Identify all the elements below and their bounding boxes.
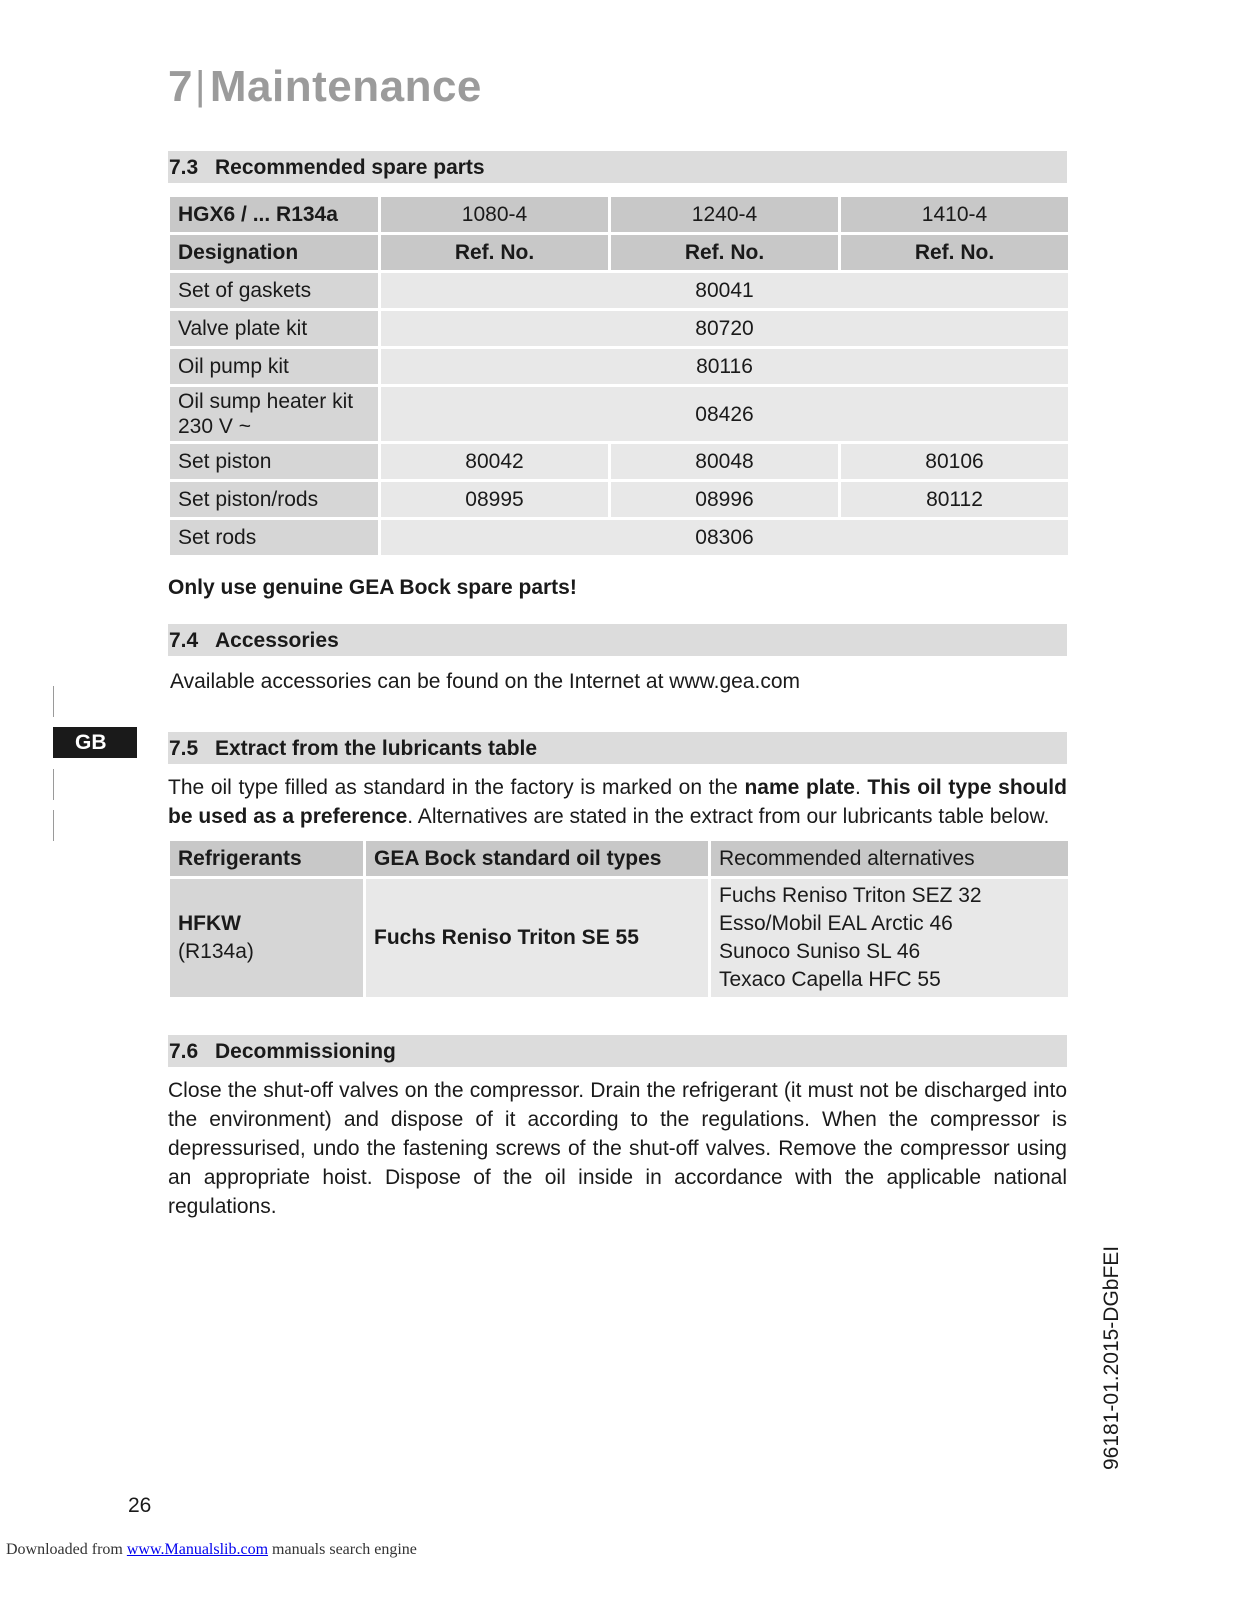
- table-row: [170, 273, 1068, 308]
- part-ref: 08426: [381, 387, 1068, 441]
- ref-no-header: Ref. No.: [381, 235, 608, 270]
- section-heading-decommissioning: [168, 1035, 1067, 1067]
- section-heading-accessories: [168, 624, 1067, 656]
- footer-suffix: manuals search engine: [268, 1541, 417, 1558]
- spare-parts-table: [167, 194, 1071, 558]
- intro-text: . Alternatives are stated in the extract from our lubricants table below.: [407, 805, 1050, 828]
- part-ref: 80042: [381, 444, 608, 479]
- part-ref: 80106: [841, 444, 1068, 479]
- manualslib-link[interactable]: www.Manualslib.com: [126, 1541, 269, 1558]
- model-label: HGX6 / ... R134a: [170, 197, 378, 232]
- lubricants-intro: [168, 773, 1067, 831]
- variant-header: 1410-4: [841, 197, 1068, 232]
- section-title: Decommissioning: [215, 1040, 396, 1063]
- section-title: Accessories: [215, 629, 339, 652]
- part-name: Valve plate kit: [170, 311, 378, 346]
- standard-oil: Fuchs Reniso Triton SE 55: [366, 879, 708, 997]
- part-name-line: Oil sump heater kit: [178, 390, 354, 413]
- part-name: Set of gaskets: [170, 273, 378, 308]
- accessories-text: Available accessories can be found on the Internet at www.gea.com: [170, 670, 800, 693]
- intro-text: The oil type filled as standard in the factory is marked on the: [168, 776, 745, 799]
- part-name: Set piston/rods: [170, 482, 378, 517]
- part-name: [170, 387, 378, 441]
- section-number: 7.3: [169, 156, 199, 179]
- download-footer: [6, 1541, 417, 1559]
- part-name: Oil pump kit: [170, 349, 378, 384]
- page-number: 26: [128, 1494, 152, 1517]
- chapter-separator: |: [194, 64, 206, 108]
- alternative-oil: Sunoco Suniso SL 46: [719, 940, 921, 963]
- ref-no-header: Ref. No.: [611, 235, 838, 270]
- part-ref: 80720: [381, 311, 1068, 346]
- decommissioning-text: Close the shut-off valves on the compressor. Drain the refrigerant (it must not be discharged into the environment) and dispose of it according to the regulations. When the compressor is depressurised, undo the fastening screws of the shut-off valves. Remove the compressor using an appropriate hoist. Dispose of the oil inside in accordance with the applicable national regulations.: [168, 1079, 1067, 1218]
- alternative-oil: Texaco Capella HFC 55: [719, 968, 941, 991]
- part-ref: 80112: [841, 482, 1068, 517]
- part-ref: 80041: [381, 273, 1068, 308]
- section-heading-spare-parts: [168, 151, 1067, 183]
- language-tab: GB: [53, 727, 137, 758]
- part-ref: 08306: [381, 520, 1068, 555]
- part-ref: 80116: [381, 349, 1068, 384]
- margin-tick: [53, 769, 54, 800]
- chapter-number: 7: [168, 62, 193, 111]
- part-ref: 80048: [611, 444, 838, 479]
- section-number: 7.4: [169, 629, 199, 652]
- part-ref: 08996: [611, 482, 838, 517]
- footer-prefix: Downloaded from: [6, 1541, 127, 1558]
- margin-tick: [53, 686, 54, 717]
- section-number: 7.5: [169, 737, 199, 760]
- intro-bold: This oil type should be used as a preference: [168, 776, 1067, 828]
- table-row: [170, 387, 1068, 441]
- refrigerant-cell: [170, 879, 363, 997]
- section-heading-lubricants: [168, 732, 1067, 764]
- part-name-line: 230 V ~: [178, 415, 251, 438]
- lubricants-table: [167, 838, 1071, 1000]
- document-id: 96181-01.2015-DGbFEI: [1100, 1245, 1123, 1470]
- margin-tick: [53, 810, 54, 841]
- designation-header: Designation: [170, 235, 378, 270]
- intro-text: .: [854, 776, 868, 799]
- table-row: [170, 444, 1068, 479]
- table-header-row: [170, 197, 1068, 232]
- section-title: Extract from the lubricants table: [215, 737, 538, 760]
- refrigerant-name: HFKW: [178, 912, 241, 935]
- genuine-parts-note: Only use genuine GEA Bock spare parts!: [168, 576, 577, 599]
- part-ref: 08995: [381, 482, 608, 517]
- section-title: Recommended spare parts: [215, 156, 485, 179]
- section-number: 7.6: [169, 1040, 199, 1063]
- alternative-oil: Esso/Mobil EAL Arctic 46: [719, 912, 953, 935]
- table-row: [170, 311, 1068, 346]
- refrigerant-sub: (R134a): [178, 940, 254, 963]
- chapter-title: Maintenance: [209, 62, 482, 111]
- variant-header: 1240-4: [611, 197, 838, 232]
- table-row: [170, 879, 1068, 997]
- table-row: [170, 349, 1068, 384]
- standard-oil-header: GEA Bock standard oil types: [366, 841, 708, 876]
- alternatives-cell: [711, 879, 1068, 997]
- chapter-heading: [168, 62, 482, 112]
- table-row: [170, 520, 1068, 555]
- intro-bold: name plate: [744, 776, 855, 799]
- table-header-row: [170, 235, 1068, 270]
- part-name: Set piston: [170, 444, 378, 479]
- alternatives-header: Recommended alternatives: [711, 841, 1068, 876]
- table-header-row: [170, 841, 1068, 876]
- alternative-oil: Fuchs Reniso Triton SEZ 32: [719, 884, 982, 907]
- ref-no-header: Ref. No.: [841, 235, 1068, 270]
- refrigerants-header: Refrigerants: [170, 841, 363, 876]
- table-row: [170, 482, 1068, 517]
- variant-header: 1080-4: [381, 197, 608, 232]
- part-name: Set rods: [170, 520, 378, 555]
